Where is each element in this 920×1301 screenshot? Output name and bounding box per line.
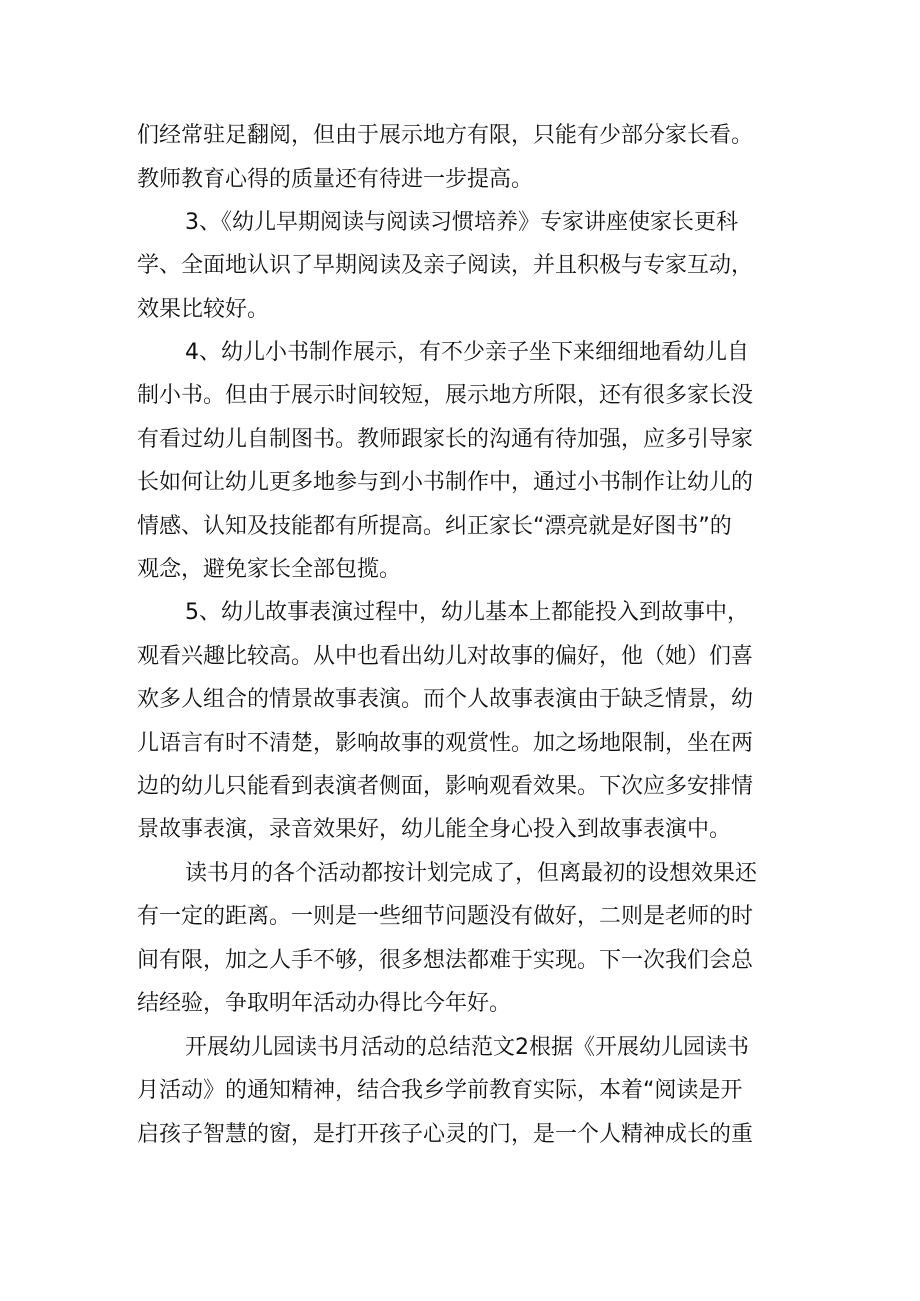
text-line: 月活动》的通知精神，结合我乡学前教育实际，本着“阅读是开: [137, 1078, 743, 1103]
text-line: 效果比较好。: [137, 297, 270, 322]
text-line: 启孩子智慧的窗，是打开孩子心灵的门，是一个人精神成长的重: [137, 1122, 754, 1147]
text-line: 间有限，加之人手不够，很多想法都难于实现。下一次我们会总: [137, 948, 754, 973]
text-line: 们经常驻足翻阅，但由于展示地方有限，只能有少部分家长看。: [137, 123, 754, 148]
text-line: 欢多人组合的情景故事表演。而个人故事表演由于缺乏情景，幼: [137, 687, 754, 712]
text-line: 教师教育心得的质量还有待进一步提高。: [137, 167, 534, 192]
text-line: 读书月的各个活动都按计划完成了，但离最初的设想效果还: [185, 861, 758, 886]
text-line: 开展幼儿园读书月活动的总结范文2根据《开展幼儿园读书: [185, 1035, 749, 1060]
text-line: 景故事表演，录音效果好，幼儿能全身心投入到故事表演中。: [137, 817, 732, 842]
text-line: 观看兴趣比较高。从中也看出幼儿对故事的偏好，他（她）们喜: [137, 644, 754, 669]
text-line: 边的幼儿只能看到表演者侧面，影响观看效果。下次应多安排情: [137, 774, 754, 799]
text-line: 儿语言有时不清楚，影响故事的观赏性。加之场地限制，坐在两: [137, 731, 754, 756]
text-line: 学、全面地认识了早期阅读及亲子阅读，并且积极与专家互动，: [137, 253, 754, 278]
text-line: 3、《幼儿早期阅读与阅读习惯培养》专家讲座使家长更科: [185, 210, 738, 235]
text-line: 有一定的距离。一则是一些细节问题没有做好，二则是老师的时: [137, 904, 754, 929]
text-line: 情感、认知及技能都有所提高。纠正家长“漂亮就是好图书”的: [137, 514, 732, 539]
text-line: 5、幼儿故事表演过程中，幼儿基本上都能投入到故事中，: [185, 600, 749, 625]
text-line: 4、幼儿小书制作展示，有不少亲子坐下来细细地看幼儿自: [185, 340, 749, 365]
text-line: 结经验，争取明年活动办得比今年好。: [137, 991, 512, 1016]
text-line: 有看过幼儿自制图书。教师跟家长的沟通有待加强，应多引导家: [137, 427, 754, 452]
text-line: 长如何让幼儿更多地参与到小书制作中，通过小书制作让幼儿的: [137, 470, 754, 495]
text-line: 观念，避免家长全部包揽。: [137, 557, 402, 582]
text-line: 制小书。但由于展示时间较短，展示地方所限，还有很多家长没: [137, 383, 754, 408]
